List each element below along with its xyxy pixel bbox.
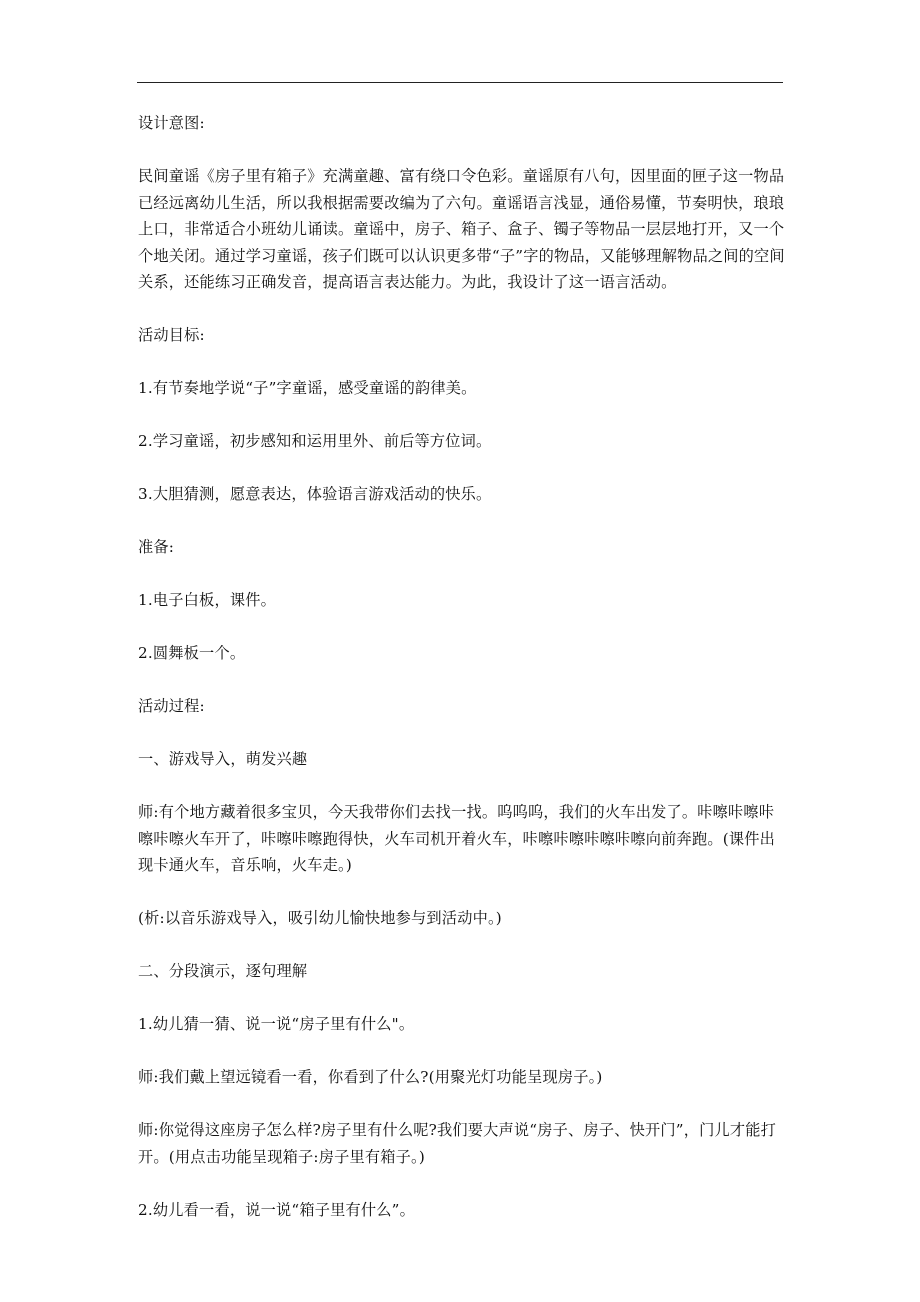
process-step-2-item-2: 2.幼儿看一看，说一说“箱子里有什么”。 bbox=[138, 1200, 416, 1219]
design-intent-paragraph: 民间童谣《房子里有箱子》充满童趣、富有绕口令色彩。童谣原有八句，因里面的匣子这一物品已经远离幼儿生活，所以我根据需要改编为了六句。童谣语言浅显，通俗易懂，节奏明快，琅琅上口，非常适合小班幼儿诵读。童谣中，房子、箱子、盒子、镯子等物品一层层地打开，又一个个地关闭。通过学习童谣，孩子们既可以认识更多带“子”字的物品，又能够理解物品之间的空间关系，还能练习正确发音，提高语言表达能力。为此，我设计了这一语言活动。 bbox=[138, 167, 785, 291]
process-step-1-analysis-note: (析:以音乐游戏导入，吸引幼儿愉快地参与到活动中。) bbox=[138, 909, 502, 927]
document-body bbox=[138, 110, 785, 1223]
header-rule bbox=[137, 82, 783, 83]
preparation-item-1: 1.电子白板，课件。 bbox=[138, 591, 276, 609]
goal-item-1: 1.有节奏地学说“子”字童谣，感受童谣的韵律美。 bbox=[138, 379, 477, 397]
preparation-heading: 准备: bbox=[138, 538, 175, 556]
process-step-1-heading: 一、游戏导入，萌发兴趣 bbox=[138, 750, 308, 768]
design-intent-heading: 设计意图: bbox=[138, 114, 205, 132]
process-step-2-heading: 二、分段演示，逐句理解 bbox=[138, 962, 308, 980]
process-step-2-teacher-paragraph-1: 师:我们戴上望远镜看一看，你看到了什么?(用聚光灯功能呈现房子。) bbox=[138, 1068, 603, 1086]
goal-item-2: 2.学习童谣，初步感知和运用里外、前后等方位词。 bbox=[138, 432, 492, 450]
process-step-1-teacher-paragraph: 师:有个地方藏着很多宝贝，今天我带你们去找一找。呜呜呜，我们的火车出发了。咔嚓咔嚓咔嚓咔嚓火车开了，咔嚓咔嚓跑得快，火车司机开着火车，咔嚓咔嚓咔嚓咔嚓向前奔跑。(课件出现卡通火车，音乐响，火车走。) bbox=[138, 803, 776, 874]
goal-item-3: 3.大胆猜测，愿意表达，体验语言游戏活动的快乐。 bbox=[138, 485, 492, 503]
activity-goals-heading: 活动目标: bbox=[138, 326, 205, 344]
preparation-item-2: 2.圆舞板一个。 bbox=[138, 644, 246, 662]
process-step-2-teacher-paragraph-2: 师:你觉得这座房子怎么样?房子里有什么呢?我们要大声说“房子、房子、快开门”，门儿才能打开。(用点击功能呈现箱子:房子里有箱子。) bbox=[138, 1121, 777, 1166]
activity-process-heading: 活动过程: bbox=[138, 697, 205, 715]
process-step-2-item-1: 1.幼儿猜一猜、说一说“房子里有什么"。 bbox=[138, 1015, 415, 1033]
